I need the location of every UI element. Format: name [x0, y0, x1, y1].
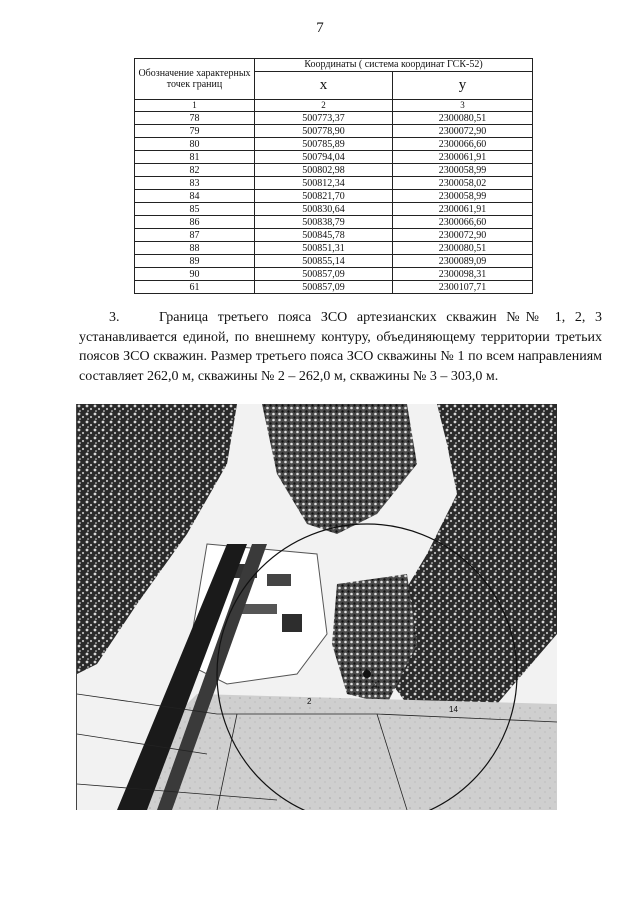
header-y: y: [393, 71, 533, 99]
cell-point: 88: [135, 242, 255, 255]
building: [282, 614, 302, 632]
table-row: [135, 125, 533, 138]
table-row: [135, 216, 533, 229]
cell-x: 500845,78: [255, 229, 393, 242]
cell-y: 2300089,09: [393, 255, 533, 268]
paragraph-3: [79, 308, 602, 386]
cell-x: 500773,37: [255, 112, 393, 125]
map-label: 14: [449, 705, 458, 714]
column-number: 1: [135, 100, 255, 112]
map-label: 2: [307, 697, 312, 706]
cell-y: 2300061,91: [393, 151, 533, 164]
cell-y: 2300058,99: [393, 190, 533, 203]
well-marker: [363, 670, 371, 678]
table-row: [135, 138, 533, 151]
paragraph-text: Граница третьего пояса ЗСО артезианских скважин №№ 1, 2, 3 устанавливается единой, по внешнему контуру, объединяющему территории третьих поясов ЗСО скважин. Размер третьего пояса ЗСО скважины № 1 по всем направлениям составляет 262,0 м, скважины № 2 – 262,0 м, скважины № 3 – 303,0 м.: [79, 310, 602, 384]
cell-y: 2300072,90: [393, 229, 533, 242]
cell-point: 85: [135, 203, 255, 216]
cell-x: 500851,31: [255, 242, 393, 255]
cell-y: 2300080,51: [393, 112, 533, 125]
page-number: 7: [316, 20, 324, 36]
cell-y: 2300072,90: [393, 125, 533, 138]
cell-point: 81: [135, 151, 255, 164]
table-row: [135, 242, 533, 255]
cell-y: 2300066,60: [393, 216, 533, 229]
table-row: [135, 112, 533, 125]
cell-x: 500785,89: [255, 138, 393, 151]
cell-point: 90: [135, 268, 255, 281]
cell-y: 2300107,71: [393, 281, 533, 294]
header-x: x: [255, 71, 393, 99]
cell-point: 89: [135, 255, 255, 268]
cell-x: 500794,04: [255, 151, 393, 164]
cell-x: 500802,98: [255, 164, 393, 177]
table-row: [135, 255, 533, 268]
cell-x: 500830,64: [255, 203, 393, 216]
table-row: [135, 164, 533, 177]
cell-point: 78: [135, 112, 255, 125]
building: [267, 574, 291, 586]
cell-x: 500821,70: [255, 190, 393, 203]
column-number: 3: [393, 100, 533, 112]
cell-point: 82: [135, 164, 255, 177]
header-coordinate-system: Координаты ( система координат ГСК-52): [255, 59, 533, 72]
map-label: 4: [373, 681, 378, 690]
table-row: [135, 190, 533, 203]
table-row: [135, 281, 533, 294]
cell-y: 2300061,91: [393, 203, 533, 216]
cell-point: 87: [135, 229, 255, 242]
coordinates-table: [134, 58, 533, 294]
cell-y: 2300058,99: [393, 164, 533, 177]
cell-x: 500812,34: [255, 177, 393, 190]
cell-x: 500838,79: [255, 216, 393, 229]
cell-point: 86: [135, 216, 255, 229]
header-point-designation: Обозначение характерных точек границ: [135, 59, 255, 100]
cell-y: 2300066,60: [393, 138, 533, 151]
aerial-map-image: [76, 404, 557, 810]
aerial-map-drawing: [77, 404, 557, 810]
cell-x: 500857,09: [255, 268, 393, 281]
cell-y: 2300058,02: [393, 177, 533, 190]
cell-point: 61: [135, 281, 255, 294]
cell-point: 83: [135, 177, 255, 190]
cell-x: 500857,09: [255, 281, 393, 294]
cell-y: 2300098,31: [393, 268, 533, 281]
cell-point: 84: [135, 190, 255, 203]
table-row: [135, 151, 533, 164]
table-row: [135, 203, 533, 216]
paragraph-number: 3.: [109, 310, 120, 325]
table-row: [135, 229, 533, 242]
column-number: 2: [255, 100, 393, 112]
table-row: [135, 177, 533, 190]
cell-x: 500778,90: [255, 125, 393, 138]
cell-x: 500855,14: [255, 255, 393, 268]
table-row: [135, 268, 533, 281]
cell-point: 79: [135, 125, 255, 138]
cell-point: 80: [135, 138, 255, 151]
cell-y: 2300080,51: [393, 242, 533, 255]
